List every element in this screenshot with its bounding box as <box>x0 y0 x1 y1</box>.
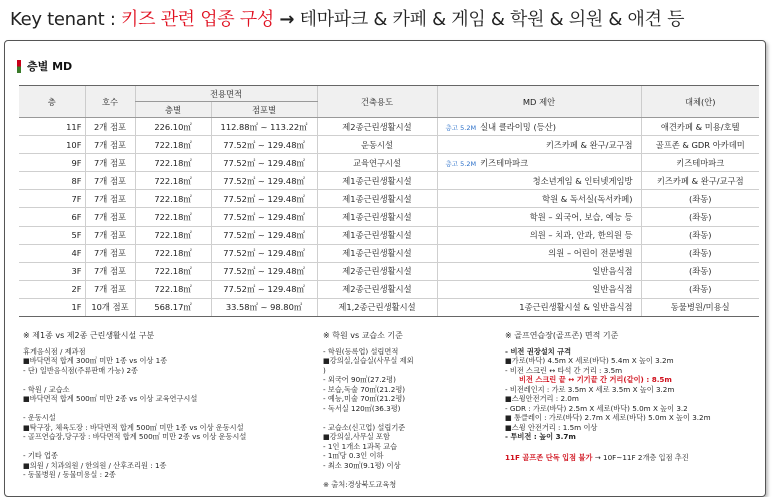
use-cell: 제1종근린생활시설 <box>317 190 437 208</box>
units-cell: 7개 점포 <box>85 208 135 226</box>
note-line: - 교습소(신고업) 설립기준 <box>323 422 406 432</box>
note-line <box>505 442 711 452</box>
table-row <box>19 154 759 172</box>
area-floor-cell: 722.18㎡ <box>135 172 211 190</box>
alt-cell: (좌동) <box>641 190 759 208</box>
ceiling-height-badge: 층고 5.2M <box>445 159 477 168</box>
header-md: MD 제안 <box>437 86 641 118</box>
alt-cell: (좌동) <box>641 244 759 262</box>
note-line: ■가로(바닥) 4.5m X 세로(바닥) 5.4m X 높이 3.2m <box>505 356 674 365</box>
use-cell: 운동시설 <box>317 136 437 154</box>
floor-cell: 6F <box>19 208 85 226</box>
note-line: ■강의실,실습실(사무실 제외 <box>323 356 414 365</box>
note-line <box>323 470 414 480</box>
section-marker-icon <box>17 60 21 73</box>
note-line: - 비전 스크린 ↔ 타석 간 거리 : 3.5m <box>505 365 623 375</box>
notes-left-heading: ※ 제1종 vs 제2종 근린생활시설 구분 <box>23 331 155 340</box>
md-cell: 학원 – 외국어, 보습, 예능 등 <box>437 208 641 226</box>
md-cell: 일반음식점 <box>437 280 641 298</box>
use-cell: 교육연구시설 <box>317 154 437 172</box>
note-line: ■의원 / 치과의원 / 한의원 / 산후조리원 : 1종 <box>23 460 167 470</box>
header-use: 건축용도 <box>317 86 437 118</box>
md-cell: 의원 – 치과, 안과, 한의원 등 <box>437 226 641 244</box>
table-row <box>19 226 759 244</box>
md-cell: 1종근린생활시설 & 일반음식점 <box>437 298 641 316</box>
use-cell: 제1종근린생활시설 <box>317 172 437 190</box>
table-row <box>19 262 759 280</box>
note-line: - 비전레인지 : 가로 3.5m X 세로 3.5m X 높이 3.2m <box>505 384 675 394</box>
note-line: - 운동시설 <box>23 413 56 422</box>
note-line: 비전 스크린 끝 ↔ 기기끝 간 거리(같이) : 8.5m <box>519 375 672 384</box>
note-line: ■탁구장, 체육도장 : 바닥면적 합계 500㎡ 미만 1종 vs 이상 운동시설 <box>23 422 244 432</box>
table-row <box>19 280 759 298</box>
note-line: - 예능,미술 70㎡(21.2평) <box>323 394 406 403</box>
alt-cell: 키즈테마파크 <box>641 154 759 172</box>
note-line: ) <box>323 365 326 375</box>
note-line: ■바닥면적 합계 300㎡ 미만 1종 vs 이상 1종 <box>23 356 168 365</box>
floor-cell: 8F <box>19 172 85 190</box>
area-floor-cell: 568.17㎡ <box>135 298 211 316</box>
area-floor-cell: 722.18㎡ <box>135 280 211 298</box>
notes-mid-heading: ※ 학원 vs 교습소 기준 <box>323 331 403 340</box>
use-cell: 제1종근린생활시설 <box>317 226 437 244</box>
section-header <box>17 58 72 74</box>
note-line: - 단) 일반음식점(주류판매 가능) 2종 <box>23 365 138 375</box>
note-line: - 독서실 120㎡(36.3평) <box>323 403 401 413</box>
header-area-unit: 점포별 <box>211 102 317 118</box>
note-line: ■스윙안전거리 : 2.0m <box>505 394 579 403</box>
alt-cell: 동물병원/미용실 <box>641 298 759 316</box>
arrow-icon: → <box>279 9 295 30</box>
table-row <box>19 190 759 208</box>
table-row <box>19 172 759 190</box>
title-highlight: 키즈 관련 업종 구성 <box>121 9 274 30</box>
note-line: ■바닥면적 합계 500㎡ 미만 2종 vs 이상 교육연구시설 <box>23 394 198 403</box>
note-line: - 1㎡당 0.3인 이하 <box>323 451 384 460</box>
note-line: - 투비전 : 높이 3.7m <box>505 432 576 441</box>
ceiling-height-badge: 층고 5.2M <box>445 123 477 132</box>
units-cell: 7개 점포 <box>85 226 135 244</box>
area-unit-cell: 77.52㎡ ~ 129.48㎡ <box>211 190 317 208</box>
units-cell: 7개 점포 <box>85 154 135 172</box>
note-line: - 1인 1개소 1과목 교습 <box>323 441 398 451</box>
header-area-floor: 층별 <box>135 102 211 118</box>
area-unit-cell: 77.52㎡ ~ 129.48㎡ <box>211 172 317 190</box>
note-line <box>505 453 711 463</box>
use-cell: 제1종근린생활시설 <box>317 244 437 262</box>
units-cell: 10개 점포 <box>85 298 135 316</box>
md-cell <box>437 118 641 136</box>
note-line: - 골프연습장,당구장 : 바닥면적 합계 500㎡ 미만 2종 vs 이상 운동시설 <box>23 432 247 441</box>
table-row <box>19 208 759 226</box>
area-floor-cell: 722.18㎡ <box>135 136 211 154</box>
note-line <box>23 375 246 385</box>
md-cell: 일반음식점 <box>437 262 641 280</box>
table-row <box>19 298 759 316</box>
alt-cell: 골프존 & GDR 아카데미 <box>641 136 759 154</box>
header-units: 호수 <box>85 86 135 118</box>
alt-cell: (좌동) <box>641 280 759 298</box>
area-unit-cell: 77.52㎡ ~ 129.48㎡ <box>211 226 317 244</box>
area-floor-cell: 722.18㎡ <box>135 154 211 172</box>
alt-cell: 애견카페 & 미용/호텔 <box>641 118 759 136</box>
header-area-group: 전용면적 <box>135 86 317 102</box>
note-line <box>23 442 246 452</box>
floor-cell: 5F <box>19 226 85 244</box>
note-line: ※ 출처:경상북도교육청 <box>323 479 397 489</box>
use-cell: 제2종근린생활시설 <box>317 262 437 280</box>
note-line <box>23 404 246 414</box>
note-line: - 기타 업종 <box>23 451 58 460</box>
note-line: ■스윙 안전거리 : 1.5m 이상 <box>505 422 598 432</box>
floor-cell: 3F <box>19 262 85 280</box>
md-cell <box>437 154 641 172</box>
floor-md-table <box>19 85 759 317</box>
units-cell: 7개 점포 <box>85 136 135 154</box>
note-warning: 11F 골프존 단독 입점 불가 <box>505 453 593 462</box>
units-cell: 7개 점포 <box>85 172 135 190</box>
units-cell: 7개 점포 <box>85 262 135 280</box>
area-unit-cell: 77.52㎡ ~ 129.48㎡ <box>211 280 317 298</box>
use-cell: 제1종근린생활시설 <box>317 208 437 226</box>
note-line: - 외국어 90㎡(27.2평) <box>323 375 396 384</box>
use-cell: 제2종근린생활시설 <box>317 118 437 136</box>
md-cell: 의원 – 어린이 전문병원 <box>437 244 641 262</box>
use-cell: 제1,2종근린생활시설 <box>317 298 437 316</box>
note-line: - 학원(등록업) 설립면적 <box>323 346 399 356</box>
area-floor-cell: 722.18㎡ <box>135 190 211 208</box>
notes-golf <box>505 331 711 463</box>
area-floor-cell: 722.18㎡ <box>135 244 211 262</box>
alt-cell: (좌동) <box>641 226 759 244</box>
note-line: - 최소 30㎡(9.1평) 이상 <box>323 460 401 470</box>
header-alt: 대체(안) <box>641 86 759 118</box>
alt-cell: (좌동) <box>641 262 759 280</box>
page-title <box>10 5 684 31</box>
area-floor-cell: 722.18㎡ <box>135 262 211 280</box>
area-unit-cell: 77.52㎡ ~ 129.48㎡ <box>211 154 317 172</box>
md-cell: 키즈카페 & 완구/교구점 <box>437 136 641 154</box>
floor-cell: 11F <box>19 118 85 136</box>
floor-cell: 1F <box>19 298 85 316</box>
content-panel <box>4 40 766 497</box>
note-plan: → 10F~11F 2개층 입점 추진 <box>592 453 689 462</box>
section-title: 층별 MD <box>27 60 73 73</box>
floor-cell: 7F <box>19 190 85 208</box>
table-row <box>19 244 759 262</box>
table-row <box>19 118 759 136</box>
note-line: - 학원 / 교습소 <box>23 384 70 394</box>
md-text: 키즈테마파크 <box>480 157 529 168</box>
units-cell: 7개 점포 <box>85 244 135 262</box>
area-unit-cell: 33.58㎡ ~ 98.80㎡ <box>211 298 317 316</box>
md-text: 실내 클라이밍 (등산) <box>480 121 556 132</box>
md-cell: 학원 & 독서실(독서카페) <box>437 190 641 208</box>
area-unit-cell: 77.52㎡ ~ 129.48㎡ <box>211 262 317 280</box>
note-line: 휴게음식점 / 제과점 <box>23 346 86 356</box>
table-row <box>19 136 759 154</box>
area-floor-cell: 722.18㎡ <box>135 208 211 226</box>
area-floor-cell: 722.18㎡ <box>135 226 211 244</box>
notes-academy <box>323 331 414 489</box>
floor-cell: 10F <box>19 136 85 154</box>
header-floor: 층 <box>19 86 85 118</box>
note-line: - 보습,독술 70㎡(21.2평) <box>323 384 406 394</box>
area-floor-cell: 226.10㎡ <box>135 118 211 136</box>
area-unit-cell: 112.88㎡ ~ 113.22㎡ <box>211 118 317 136</box>
note-line: - 비전 권장설치 규격 <box>505 346 572 356</box>
notes-neighborhood-facilities <box>23 331 246 480</box>
note-line: ■ 통클레이 : 가로(바닥) 2.7m X 세로(바닥) 5.0m X 높이 3.2m <box>505 413 711 422</box>
area-unit-cell: 77.52㎡ ~ 129.48㎡ <box>211 244 317 262</box>
floor-cell: 2F <box>19 280 85 298</box>
use-cell: 제2종근린생활시설 <box>317 280 437 298</box>
note-line: - GDR : 가로(바닥) 2.5m X 세로(바닥) 5.0m X 높이 3.2 <box>505 403 688 413</box>
note-line: - 동물병원 / 동물미용실 : 2종 <box>23 470 116 479</box>
units-cell: 7개 점포 <box>85 280 135 298</box>
note-line <box>323 413 414 423</box>
area-unit-cell: 77.52㎡ ~ 129.48㎡ <box>211 136 317 154</box>
units-cell: 7개 점포 <box>85 190 135 208</box>
alt-cell: (좌동) <box>641 208 759 226</box>
alt-cell: 키즈카페 & 완구/교구점 <box>641 172 759 190</box>
area-unit-cell: 77.52㎡ ~ 129.48㎡ <box>211 208 317 226</box>
floor-cell: 9F <box>19 154 85 172</box>
md-cell: 청소년게임 & 인터넷게임방 <box>437 172 641 190</box>
title-prefix: Key tenant : <box>10 9 121 30</box>
note-line: ■강의실,사무실 포함 <box>323 432 390 441</box>
units-cell: 2개 점포 <box>85 118 135 136</box>
floor-cell: 4F <box>19 244 85 262</box>
notes-right-heading: ※ 골프연습장(골프존) 면적 기준 <box>505 331 619 340</box>
title-rest: 테마파크 & 카페 & 게임 & 학원 & 의원 & 애견 등 <box>299 9 685 30</box>
